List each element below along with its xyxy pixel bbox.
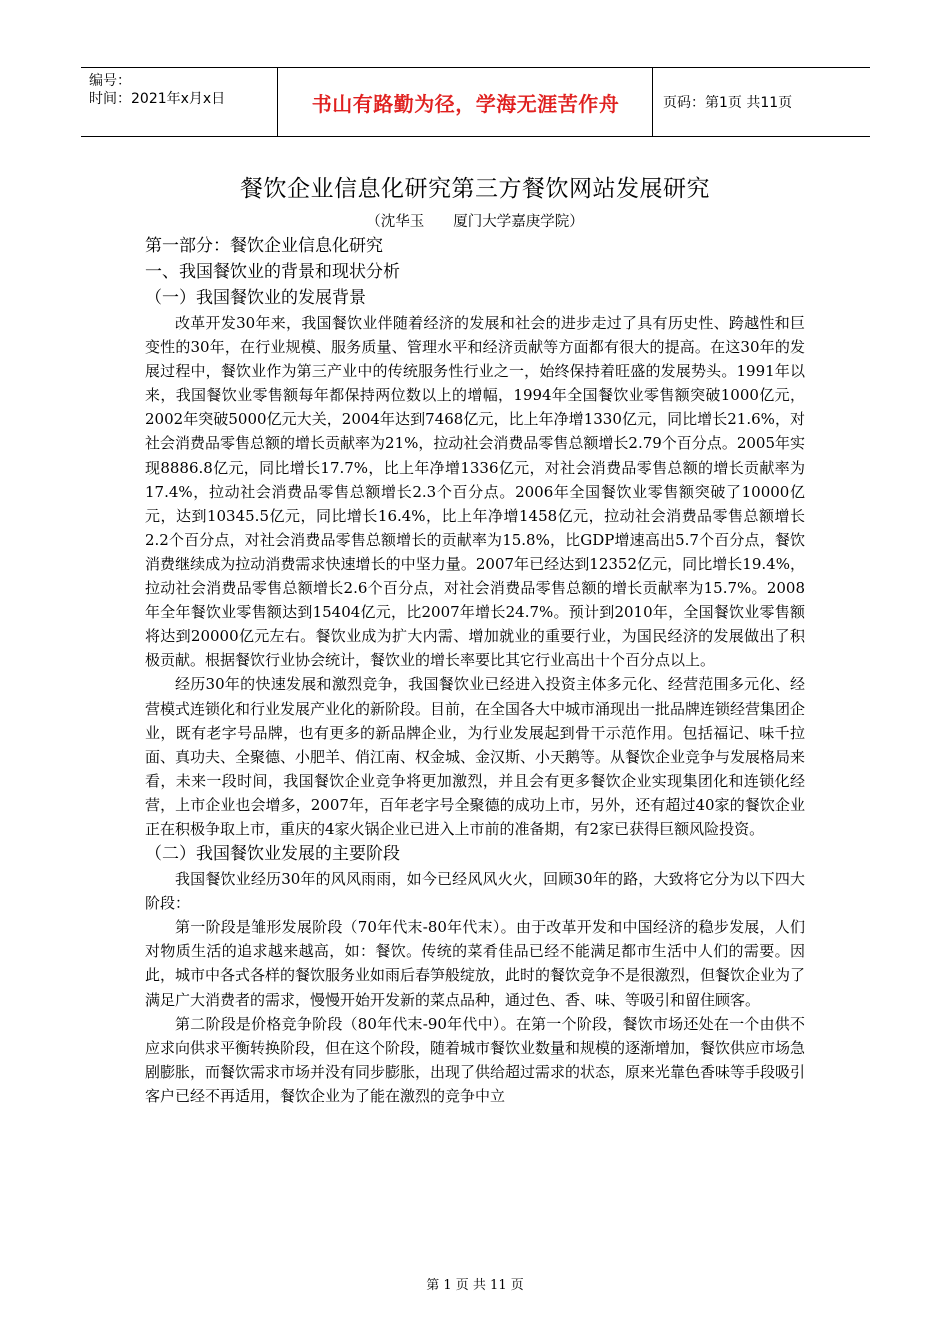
author-line: （沈华玉 厦门大学嘉庚学院） <box>366 214 584 230</box>
paragraph: 我国餐饮业经历30年的风风雨雨，如今已经风风火火，回顾30年的路，大致将它分为以下四大阶段： <box>145 870 805 913</box>
header-page-info: 页码：第1页 共11页 <box>663 95 793 111</box>
document-title: 餐饮企业信息化研究第三方餐饮网站发展研究 <box>240 176 710 202</box>
subsection-heading: （一）我国餐饮业的发展背景 <box>145 288 366 308</box>
time-label: 时间：2021年x月x日 <box>89 91 226 107</box>
page-footer: 第 1 页 共 11 页 <box>426 1278 524 1293</box>
subsection-heading: （二）我国餐饮业发展的主要阶段 <box>145 844 400 865</box>
paragraph: 改革开发30年来，我国餐饮业伴随着经济的发展和社会的进步走过了具有历史性、跨越性和巨变性的30年，在行业规模、服务质量、管理水平和经济贡献等方面都有很大的提高。在这30年的发展过程中，餐饮业作为第三产业中的传统服务性行业之一，始终保持着旺盛的发展势头。1991年以来，我国餐饮业零售额每年都保持两位数以上的增幅，1994年全国餐饮业零售额突破1000亿元，2002年突破5000亿元大关，2004年达到7468亿元，比上年净增1330亿元，同比增长21.6%，对社会消费品零售总额的增长贡献率为21%，拉动社会消费品零售总额增长2.79个百分点。2005年实现8886.8亿元，同比增长17.7%，比上年净增1336亿元，对社会消费品零售总额的增长贡献率为17.4%，拉动社会消费品零售总额增长2.3个百分点。2006年全国餐饮业零售额突破了10000亿元，达到10345.5亿元，同比增长16.4%，比上年净增1458亿元，拉动社会消费品零售总额增长2.2个百分点，对社会消费品零售总额增长的贡献率为15.8%，比GDP增速高出5.7个百分点，餐饮消费继续成为拉动消费需求快速增长的中坚力量。2007年已经达到12352亿元，同比增长19.4%，拉动社会消费品零售总额增长2.6个百分点，对社会消费品零售总额的增长贡献率为15.7%。2008年全年餐饮业零售额达到15404亿元，比2007年增长24.7%。预计到2010年，全国餐饮业零售额将达到20000亿元左右。餐饮业成为扩大内需、增加就业的重要行业，为国民经济的发展做出了积极贡献。根据餐饮行业协会统计，餐饮业的增长率要比其它行业高出十个百分点以上。 <box>145 314 805 670</box>
paragraph: 第一阶段是雏形发展阶段（70年代末-80年代末）。由于改革开发和中国经济的稳步发展，人们对物质生活的追求越来越高，如：餐饮。传统的菜肴佳品已经不能满足都市生活中人们的需要。因此，城市中各式各样的餐饮服务业如雨后春笋般绽放，此时的餐饮竞争不是很激烈，但餐饮企业为了满足广大消费者的需求，慢慢开始开发新的菜点品种，通过色、香、味、等吸引和留住顾客。 <box>145 918 806 1009</box>
header-divider <box>652 68 653 136</box>
part-heading: 第一部分：餐饮企业信息化研究 <box>145 236 383 256</box>
paragraph: 第二阶段是价格竞争阶段（80年代末-90年代中）。在第一个阶段，餐饮市场还处在一个由供不应求向供求平衡转换阶段，但在这个阶段，随着城市餐饮业数量和规模的逐渐增加，餐饮供应市场急剧膨胀，而餐饮需求市场并没有同步膨胀，出现了供给超过需求的状态，原来光靠色香味等手段吸引客户已经不再适用，餐饮企业为了能在激烈的竞争中立 <box>145 1014 806 1105</box>
section-heading: 一、我国餐饮业的背景和现状分析 <box>145 262 400 282</box>
header-divider <box>277 68 278 136</box>
paragraph: 经历30年的快速发展和激烈竞争，我国餐饮业已经进入投资主体多元化、经营范围多元化、经营模式连锁化和行业发展产业化的新阶段。目前，在全国各大中城市涌现出一批品牌连锁经营集团企业，既有老字号品牌，也有更多的新品牌企业，为行业发展起到骨干示范作用。包括福记、味千拉面、真功夫、全聚德、小肥羊、俏江南、权金城、金汉斯、小天鹅等。从餐饮企业竞争与发展格局来看，未来一段时间，我国餐饮企业竞争将更加激烈，并且会有更多餐饮企业实现集团化和连锁化经营，上市企业也会增多，2007年，百年老字号全聚德的成功上市，另外，还有超过40家的餐饮企业正在积极争取上市，重庆的4家火锅企业已进入上市前的准备期，有2家已获得巨额风险投资。 <box>145 675 806 838</box>
document-body <box>145 233 805 1108</box>
header-meta <box>89 72 279 132</box>
number-label: 编号： <box>89 73 131 89</box>
header-motto: 书山有路勤为径，学海无涯苦作舟 <box>311 91 620 116</box>
document-header <box>81 67 870 137</box>
